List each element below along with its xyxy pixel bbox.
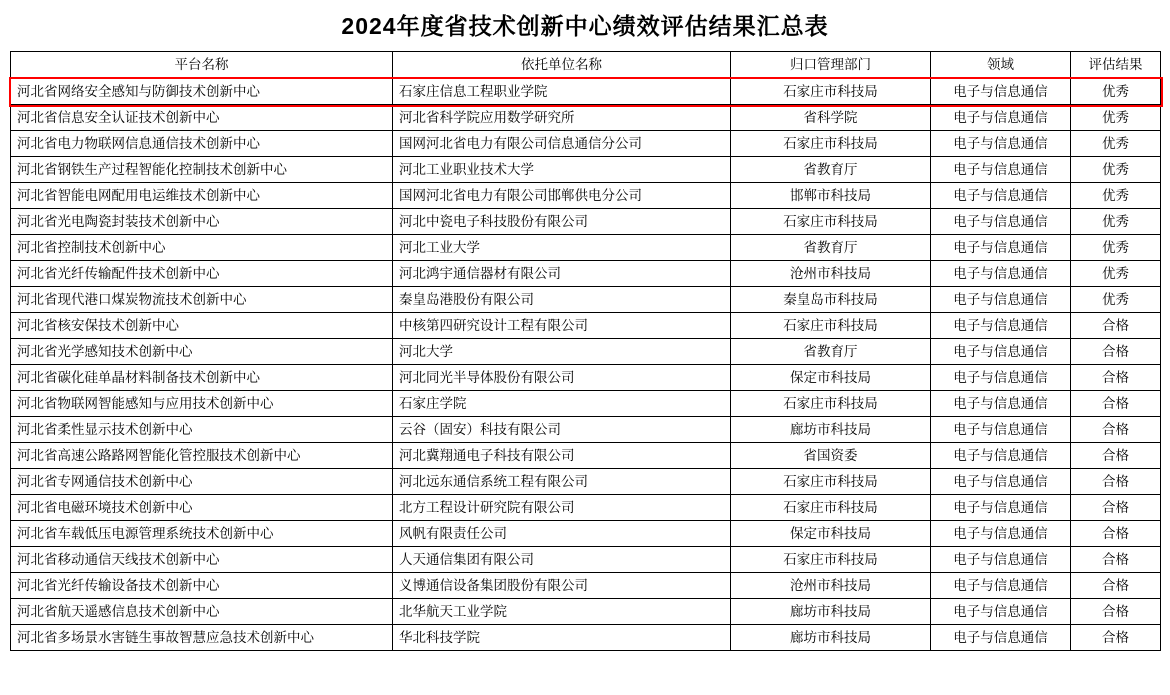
cell-department: 廊坊市科技局 (731, 625, 931, 651)
cell-result: 优秀 (1071, 235, 1161, 261)
cell-platform: 河北省电磁环境技术创新中心 (11, 495, 393, 521)
cell-platform: 河北省多场景水害链生事故智慧应急技术创新中心 (11, 625, 393, 651)
cell-department: 秦皇岛市科技局 (731, 287, 931, 313)
cell-field: 电子与信息通信 (931, 105, 1071, 131)
cell-unit: 北方工程设计研究院有限公司 (393, 495, 731, 521)
cell-department: 保定市科技局 (731, 365, 931, 391)
table-body (11, 79, 1161, 651)
table-row (11, 287, 1161, 313)
cell-result: 合格 (1071, 443, 1161, 469)
cell-result: 优秀 (1071, 261, 1161, 287)
cell-field: 电子与信息通信 (931, 339, 1071, 365)
cell-unit: 河北远东通信系统工程有限公司 (393, 469, 731, 495)
cell-platform: 河北省高速公路路网智能化管控服技术创新中心 (11, 443, 393, 469)
cell-platform: 河北省柔性显示技术创新中心 (11, 417, 393, 443)
cell-field: 电子与信息通信 (931, 183, 1071, 209)
cell-department: 省教育厅 (731, 339, 931, 365)
cell-department: 石家庄市科技局 (731, 469, 931, 495)
cell-field: 电子与信息通信 (931, 469, 1071, 495)
cell-field: 电子与信息通信 (931, 391, 1071, 417)
cell-platform: 河北省物联网智能感知与应用技术创新中心 (11, 391, 393, 417)
cell-department: 省国资委 (731, 443, 931, 469)
cell-result: 合格 (1071, 339, 1161, 365)
cell-unit: 华北科技学院 (393, 625, 731, 651)
table-row (11, 599, 1161, 625)
table-header (11, 52, 1161, 79)
cell-department: 石家庄市科技局 (731, 495, 931, 521)
cell-platform: 河北省碳化硅单晶材料制备技术创新中心 (11, 365, 393, 391)
cell-result: 合格 (1071, 625, 1161, 651)
cell-unit: 河北大学 (393, 339, 731, 365)
cell-result: 优秀 (1071, 105, 1161, 131)
cell-platform: 河北省光电陶瓷封装技术创新中心 (11, 209, 393, 235)
cell-unit: 石家庄信息工程职业学院 (393, 79, 731, 105)
table-container (0, 51, 1170, 651)
cell-department: 沧州市科技局 (731, 261, 931, 287)
table-row (11, 235, 1161, 261)
cell-result: 优秀 (1071, 287, 1161, 313)
table-row (11, 339, 1161, 365)
column-header-result: 评估结果 (1071, 52, 1161, 79)
cell-result: 优秀 (1071, 157, 1161, 183)
cell-platform: 河北省光学感知技术创新中心 (11, 339, 393, 365)
table-row (11, 547, 1161, 573)
table-row (11, 157, 1161, 183)
cell-department: 保定市科技局 (731, 521, 931, 547)
cell-field: 电子与信息通信 (931, 365, 1071, 391)
cell-department: 石家庄市科技局 (731, 131, 931, 157)
table-row (11, 417, 1161, 443)
cell-field: 电子与信息通信 (931, 235, 1071, 261)
table-row (11, 443, 1161, 469)
cell-platform: 河北省信息安全认证技术创新中心 (11, 105, 393, 131)
cell-unit: 河北同光半导体股份有限公司 (393, 365, 731, 391)
table-row (11, 573, 1161, 599)
page-title: 2024年度省技术创新中心绩效评估结果汇总表 (341, 13, 829, 39)
table-row (11, 131, 1161, 157)
cell-field: 电子与信息通信 (931, 417, 1071, 443)
cell-department: 邯郸市科技局 (731, 183, 931, 209)
cell-field: 电子与信息通信 (931, 79, 1071, 105)
table-row (11, 495, 1161, 521)
cell-platform: 河北省航天遥感信息技术创新中心 (11, 599, 393, 625)
cell-field: 电子与信息通信 (931, 573, 1071, 599)
cell-field: 电子与信息通信 (931, 157, 1071, 183)
cell-unit: 中核第四研究设计工程有限公司 (393, 313, 731, 339)
cell-result: 合格 (1071, 313, 1161, 339)
cell-platform: 河北省专网通信技术创新中心 (11, 469, 393, 495)
cell-field: 电子与信息通信 (931, 599, 1071, 625)
cell-platform: 河北省车载低压电源管理系统技术创新中心 (11, 521, 393, 547)
cell-field: 电子与信息通信 (931, 547, 1071, 573)
cell-unit: 河北冀翔通电子科技有限公司 (393, 443, 731, 469)
cell-field: 电子与信息通信 (931, 443, 1071, 469)
table-row (11, 469, 1161, 495)
cell-unit: 河北鸿宇通信器材有限公司 (393, 261, 731, 287)
cell-field: 电子与信息通信 (931, 313, 1071, 339)
cell-unit: 河北工业职业技术大学 (393, 157, 731, 183)
column-header-unit: 依托单位名称 (393, 52, 731, 79)
cell-unit: 秦皇岛港股份有限公司 (393, 287, 731, 313)
table-row (11, 79, 1161, 105)
cell-result: 合格 (1071, 521, 1161, 547)
cell-result: 合格 (1071, 417, 1161, 443)
cell-unit: 风帆有限责任公司 (393, 521, 731, 547)
column-header-department: 归口管理部门 (731, 52, 931, 79)
cell-platform: 河北省智能电网配用电运维技术创新中心 (11, 183, 393, 209)
cell-result: 合格 (1071, 391, 1161, 417)
table-row (11, 313, 1161, 339)
cell-platform: 河北省控制技术创新中心 (11, 235, 393, 261)
cell-result: 优秀 (1071, 209, 1161, 235)
column-header-field: 领域 (931, 52, 1071, 79)
cell-platform: 河北省网络安全感知与防御技术创新中心 (11, 79, 393, 105)
cell-result: 合格 (1071, 547, 1161, 573)
cell-field: 电子与信息通信 (931, 521, 1071, 547)
cell-result: 优秀 (1071, 183, 1161, 209)
cell-unit: 河北工业大学 (393, 235, 731, 261)
cell-unit: 国网河北省电力有限公司邯郸供电分公司 (393, 183, 731, 209)
cell-result: 合格 (1071, 469, 1161, 495)
cell-unit: 北华航天工业学院 (393, 599, 731, 625)
cell-unit: 国网河北省电力有限公司信息通信分公司 (393, 131, 731, 157)
table-row (11, 209, 1161, 235)
cell-result: 优秀 (1071, 131, 1161, 157)
cell-unit: 义博通信设备集团股份有限公司 (393, 573, 731, 599)
cell-result: 合格 (1071, 365, 1161, 391)
cell-result: 优秀 (1071, 79, 1161, 105)
table-row (11, 391, 1161, 417)
cell-department: 沧州市科技局 (731, 573, 931, 599)
cell-field: 电子与信息通信 (931, 261, 1071, 287)
table-row (11, 625, 1161, 651)
cell-department: 廊坊市科技局 (731, 599, 931, 625)
cell-unit: 云谷（固安）科技有限公司 (393, 417, 731, 443)
cell-result: 合格 (1071, 599, 1161, 625)
cell-department: 石家庄市科技局 (731, 391, 931, 417)
cell-unit: 河北省科学院应用数学研究所 (393, 105, 731, 131)
cell-department: 石家庄市科技局 (731, 79, 931, 105)
cell-platform: 河北省核安保技术创新中心 (11, 313, 393, 339)
cell-department: 省教育厅 (731, 157, 931, 183)
cell-platform: 河北省光纤传输设备技术创新中心 (11, 573, 393, 599)
cell-field: 电子与信息通信 (931, 287, 1071, 313)
cell-department: 石家庄市科技局 (731, 209, 931, 235)
cell-department: 省教育厅 (731, 235, 931, 261)
cell-platform: 河北省电力物联网信息通信技术创新中心 (11, 131, 393, 157)
cell-field: 电子与信息通信 (931, 209, 1071, 235)
cell-platform: 河北省移动通信天线技术创新中心 (11, 547, 393, 573)
cell-department: 石家庄市科技局 (731, 313, 931, 339)
table-row (11, 261, 1161, 287)
cell-department: 石家庄市科技局 (731, 547, 931, 573)
column-header-platform: 平台名称 (11, 52, 393, 79)
cell-platform: 河北省钢铁生产过程智能化控制技术创新中心 (11, 157, 393, 183)
results-table (10, 51, 1161, 651)
cell-platform: 河北省现代港口煤炭物流技术创新中心 (11, 287, 393, 313)
cell-platform: 河北省光纤传输配件技术创新中心 (11, 261, 393, 287)
table-row (11, 183, 1161, 209)
cell-field: 电子与信息通信 (931, 495, 1071, 521)
table-header-row (11, 52, 1161, 79)
cell-department: 廊坊市科技局 (731, 417, 931, 443)
table-row (11, 365, 1161, 391)
table-row (11, 105, 1161, 131)
cell-unit: 石家庄学院 (393, 391, 731, 417)
cell-result: 合格 (1071, 495, 1161, 521)
cell-field: 电子与信息通信 (931, 131, 1071, 157)
cell-unit: 人天通信集团有限公司 (393, 547, 731, 573)
cell-field: 电子与信息通信 (931, 625, 1071, 651)
table-row (11, 521, 1161, 547)
cell-department: 省科学院 (731, 105, 931, 131)
cell-unit: 河北中瓷电子科技股份有限公司 (393, 209, 731, 235)
cell-result: 合格 (1071, 573, 1161, 599)
